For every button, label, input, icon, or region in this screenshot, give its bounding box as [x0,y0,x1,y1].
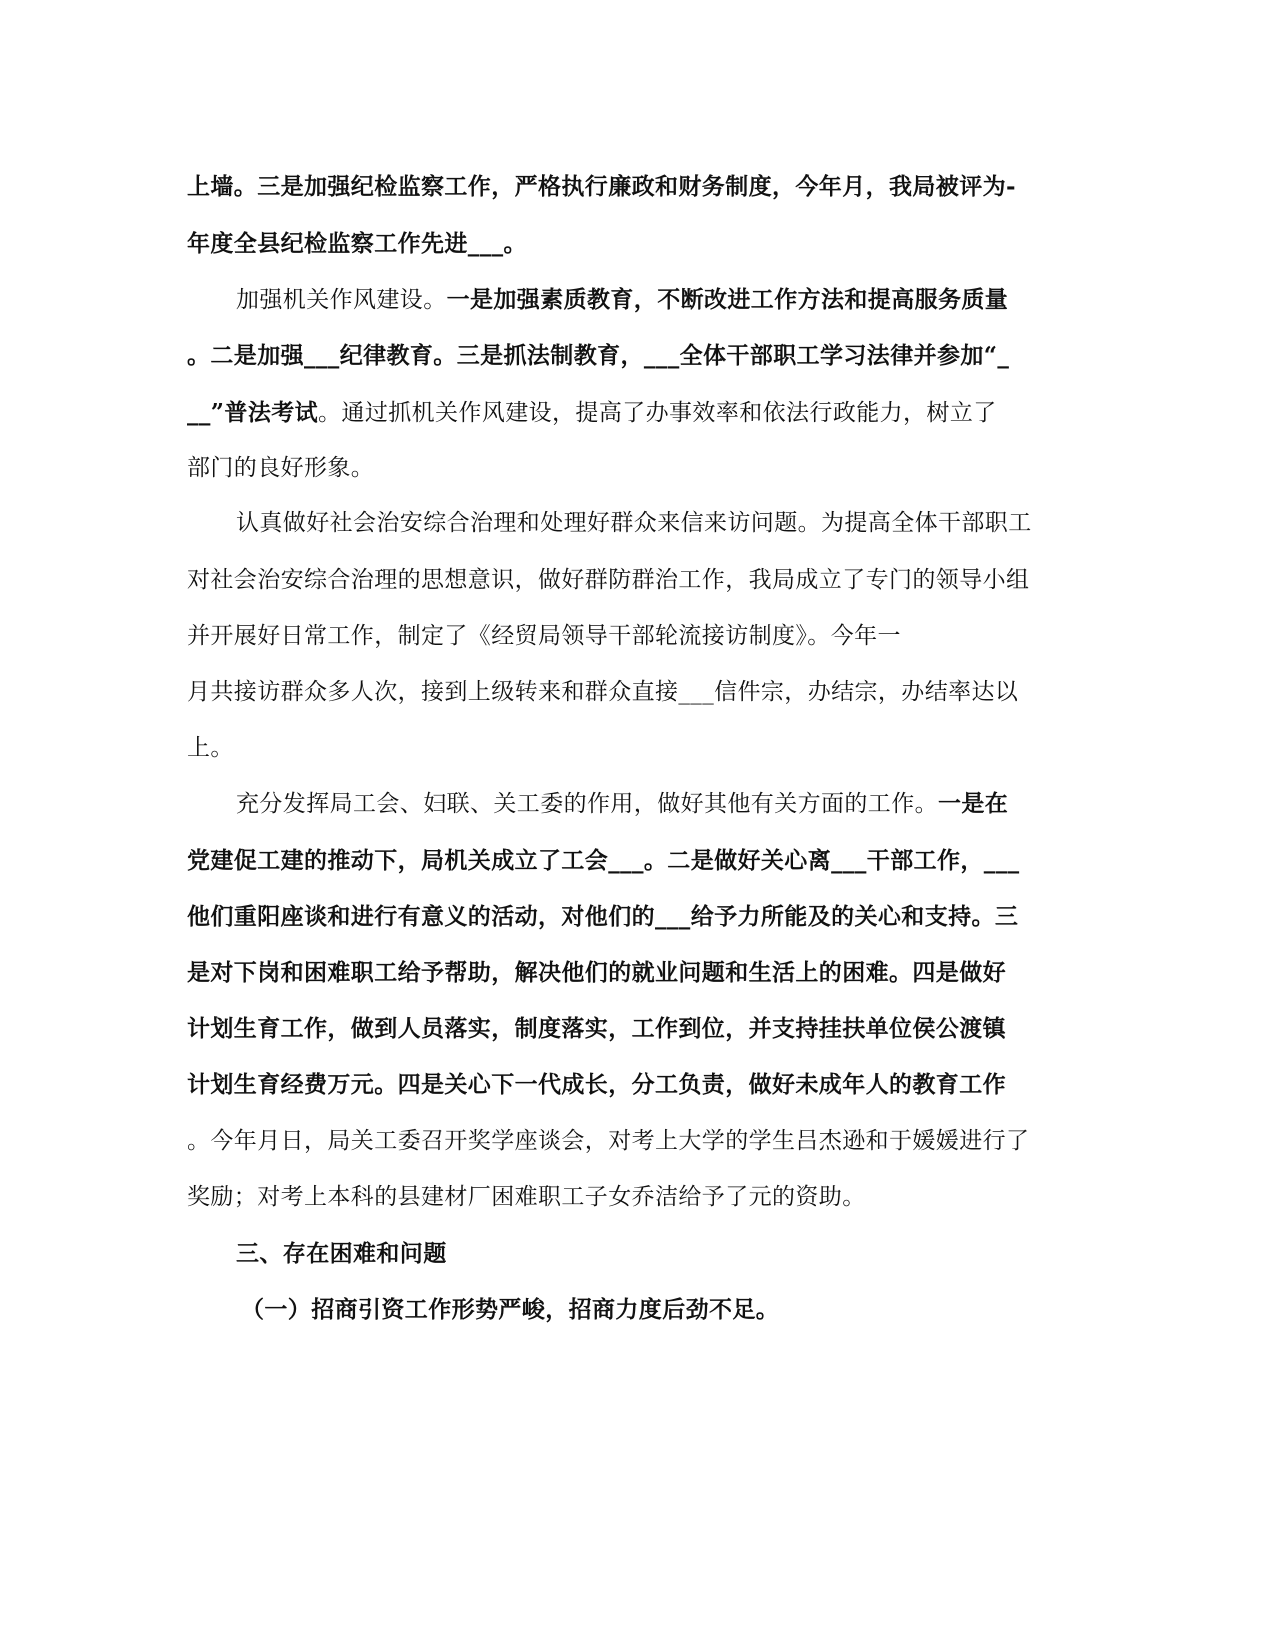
text-line [187,398,1087,428]
text-line [187,565,1087,595]
text-line [187,172,1087,202]
text-run: 上墙。三是加强纪检监察工作，严格执行廉政和财务制度，今年月，我局被评为- [187,173,1016,200]
section-heading [236,1239,1136,1269]
text-line [187,1070,1087,1100]
text-run: 计划生育工作，做到人员落实，制度落实，工作到位，并支持挂扶单位侯公渡镇 [187,1015,1006,1042]
text-run: 。二是加强___纪律教育。三是抓法制教育，___全体干部职工学习法律并参加“_ [187,342,1010,369]
text-line [187,902,1087,932]
text-line [187,733,1087,763]
text-line [187,846,1087,876]
text-line [187,341,1087,371]
text-run: 奖励；对考上本科的县建材厂困难职工子女乔洁给予了元的资助。 [187,1184,866,1210]
text-line [187,1126,1087,1156]
text-run: 党建促工建的推动下，局机关成立了工会___。二是做好关心离___干部工作，___ [187,847,1020,874]
text-run: 充分发挥局工会、妇联、关工委的作用，做好其他有关方面的工作。 [236,791,938,817]
subsection-heading [241,1295,1141,1325]
text-run: __”普法考试 [187,399,319,426]
text-run: 加强机关作风建设。 [236,287,447,313]
paragraph-start-line [236,285,1136,315]
text-run: 一是加强素质教育，不断改进工作方法和提高服务质量 [446,286,1009,313]
text-run: 计划生育经费万元。四是关心下一代成长，分工负责，做好未成年人的教育工作 [187,1071,1006,1098]
text-run: 。今年月日，局关工委召开奖学座谈会，对考上大学的学生吕杰逊和于媛媛进行了 [187,1128,1030,1154]
text-run: （一）招商引资工作形势严峻，招商力度后劲不足。 [241,1296,780,1323]
text-line [187,621,1087,651]
text-run: 并开展好日常工作，制定了《经贸局领导干部轮流接访制度》。今年一 [187,623,901,649]
text-run: 三、存在困难和问题 [236,1240,447,1267]
text-run: 部门的良好形象。 [187,455,375,481]
text-run: 年度全县纪检监察工作先进___。 [187,230,527,257]
paragraph-start-line [236,789,1136,819]
text-line [187,453,1087,483]
text-line [187,958,1087,988]
text-run: 认真做好社会治安综合治理和处理好群众来信来访问题。为提高全体干部职工 [236,510,1032,536]
text-run: 。通过抓机关作风建设，提高了办事效率和依法行政能力，树立了 [318,400,997,426]
text-line [187,1014,1087,1044]
text-run: 上。 [187,735,234,761]
text-line [187,1182,1087,1212]
text-run: 月共接访群众多人次，接到上级转来和群众直接___信件宗，办结宗，办结率达以 [187,679,1019,705]
text-run: 是对下岗和困难职工给予帮助，解决他们的就业问题和生活上的困难。四是做好 [187,959,1006,986]
paragraph-start-line [236,508,1136,538]
text-run: 他们重阳座谈和进行有意义的活动，对他们的___给予力所能及的关心和支持。三 [187,903,1019,930]
text-line [187,229,1087,259]
text-run: 一是在 [938,790,1009,817]
text-line [187,677,1087,707]
text-run: 对社会治安综合治理的思想意识，做好群防群治工作，我局成立了专门的领导小组 [187,567,1030,593]
